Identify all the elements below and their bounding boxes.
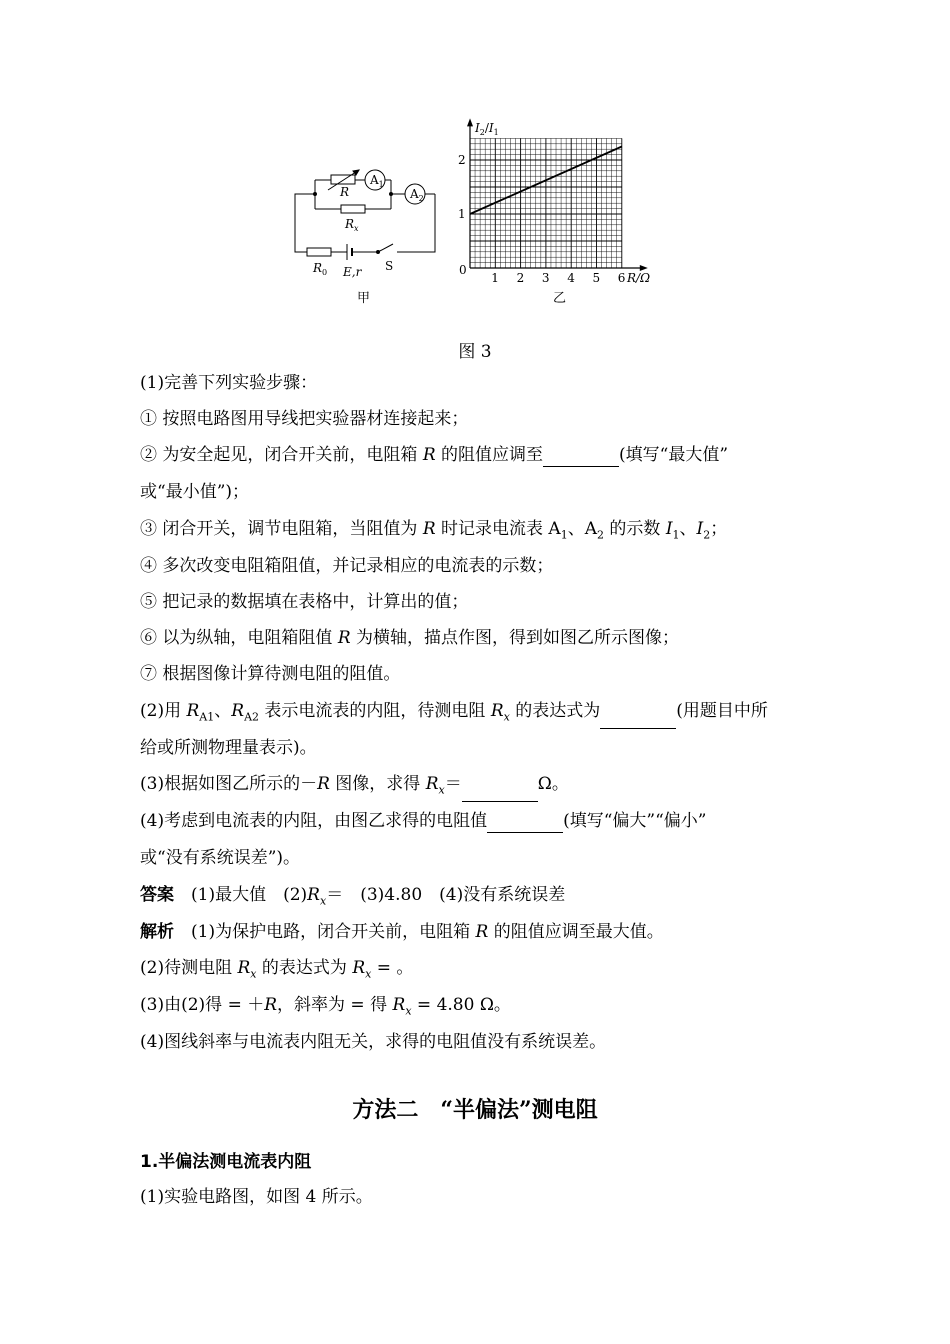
label-S: S — [385, 259, 394, 273]
last-line: (1)实验电路图，如图 4 所示。 — [140, 1187, 373, 1207]
x-tick-label: 1 — [491, 271, 499, 285]
resistor-Rx — [341, 205, 365, 213]
figure-caption: 图 3 — [458, 342, 492, 362]
blank — [600, 710, 676, 729]
question-3: (3)根据如图乙所示的－R 图像，求得 $R_x= \Omega$。 — [140, 772, 569, 802]
analysis-2: (2)待测电阻 $R_x$ 的表达式为 $R_x$ = 。 — [140, 958, 414, 981]
wire — [295, 194, 315, 252]
step-7: ⑦ 根据图像计算待测电阻的阻值。 — [140, 664, 401, 684]
wire — [413, 194, 435, 252]
analysis-1: 解析 (1)为保护电路，闭合开关前，电阻箱 R 的阻值应调至最大值。 — [140, 922, 664, 942]
subsection-heading: 1.半偏法测电流表内阻 — [140, 1152, 312, 1172]
resistor-R0 — [307, 248, 331, 256]
blank — [462, 783, 538, 802]
origin-label: 0 — [459, 263, 467, 277]
step-6: ⑥ 以为纵轴，电阻箱阻值 R 为横轴，描点作图，得到如图乙所示图像； — [140, 628, 680, 648]
circuit-diagram — [295, 170, 435, 260]
graph — [458, 118, 651, 285]
x-tick-label: 2 — [516, 271, 525, 285]
label-R: R — [340, 185, 350, 199]
y-tick-label: 2 — [458, 153, 466, 167]
analysis-3: (3)由(2)得 = ＋R，斜率为 = 得 $R_x = 4.80$ Ω。 — [140, 995, 511, 1018]
section-title: 方法二 “半偏法”测电阻 — [352, 1097, 598, 1123]
step-1: ① 按照电路图用导线把实验器材连接起来； — [140, 409, 469, 429]
step-2: ② 为安全起见，闭合开关前，电阻箱 R 的阻值应调至 (填写“最大值” — [140, 445, 729, 465]
question-4: (4)考虑到电流表的内阻，由图乙求得的电阻值 (填写“偏大”“偏小” — [140, 811, 707, 831]
question-2: (2)用 $R_{A1}$、$R_{A2}$ 表示电流表的内阻，待测电阻 $R_x$ 的表达式为 (用题目中所 — [140, 699, 768, 729]
y-tick-label: 1 — [458, 207, 466, 221]
question-4-cont: 或“没有系统误差”)。 — [140, 848, 301, 868]
y-axis-label: $I_2/I_1$ — [475, 121, 499, 137]
step-4: ④ 多次改变电阻箱阻值，并记录相应的电流表的示数； — [140, 556, 554, 576]
question-1: (1)完善下列实验步骤： — [140, 373, 318, 393]
step-5: ⑤ 把记录的数据填在表格中，计算出的值； — [140, 592, 469, 612]
answer-line: 答案 (1)最大值 $(2)R_x=$ (3)4.80 (4)没有系统误差 — [140, 885, 566, 908]
junction — [314, 193, 317, 196]
x-tick-label: 4 — [567, 271, 575, 285]
label-A1: $A_1$ — [370, 173, 384, 189]
step-2-cont: 或“最小值”)； — [140, 482, 250, 502]
blank — [487, 814, 563, 833]
circuit-labels — [312, 173, 424, 306]
label-jia: 甲 — [357, 291, 371, 306]
step-3: ③ 闭合开关，调节电阻箱，当阻值为 R 时记录电流表 $A_1$、$A_2$ 的示数 $I_1$、$I_2$； — [140, 519, 728, 542]
x-tick-label: 6 — [617, 271, 626, 285]
x-tick-label: 3 — [541, 271, 550, 285]
figure-svg — [285, 118, 685, 318]
blank — [543, 448, 619, 467]
resistor-box-R — [331, 175, 355, 184]
x-axis-label: R/Ω — [627, 271, 651, 285]
label-yi: 乙 — [553, 291, 567, 306]
label-Rx: $R_x$ — [345, 217, 359, 233]
x-tick-label: 5 — [592, 271, 601, 285]
label-Er: E,r — [343, 265, 362, 279]
arrow-head — [353, 170, 359, 175]
label-A2: $A_2$ — [410, 187, 424, 203]
junction — [390, 193, 393, 196]
label-R0: $R_0$ — [313, 261, 328, 277]
y-axis-arrow — [467, 118, 473, 126]
switch-blade — [378, 244, 393, 252]
figure-3 — [285, 118, 685, 318]
analysis-4: (4)图线斜率与电流表内阻无关，求得的电阻值没有系统误差。 — [140, 1032, 607, 1052]
question-2-cont: 给或所测物理量表示)。 — [140, 738, 317, 758]
